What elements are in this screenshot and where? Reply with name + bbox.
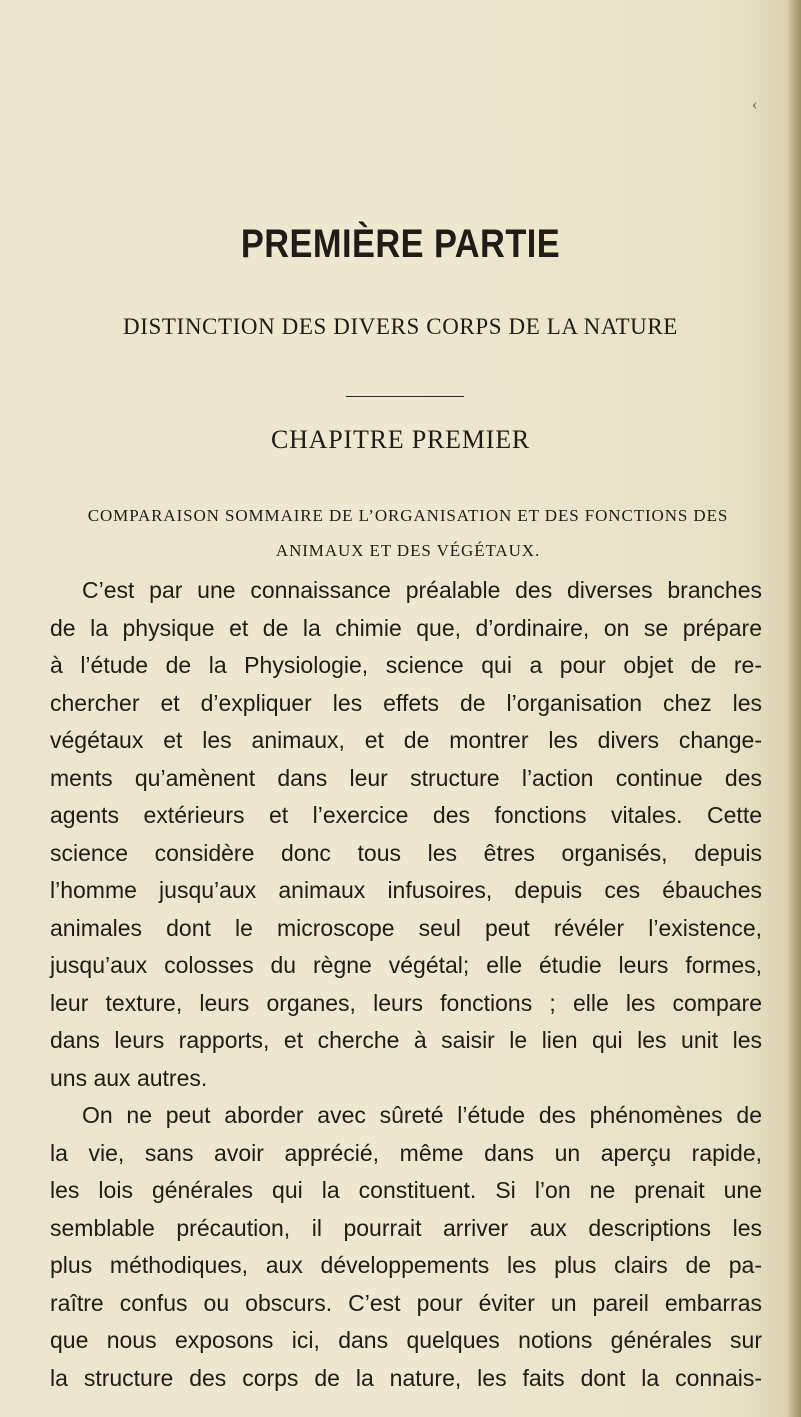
text-line: à l’étude de la Physiologie, science qui a pour objet de re- (50, 652, 762, 678)
text-line: leur texture, leurs organes, leurs fonctions ; elle les compare (50, 989, 762, 1016)
text-line: agents extérieurs et l’exercice des fonctions vitales. Cette (50, 802, 762, 828)
text-line: de la physique et de la chimie que, d’ordinaire, on se prépare (50, 614, 762, 641)
text-line: animales dont le microscope seul peut révéler l’existence, (50, 914, 762, 941)
text-line: plus méthodiques, aux développements les plus clairs de pa- (50, 1252, 762, 1278)
page-edge (787, 0, 801, 1417)
text-line: que nous exposons ici, dans quelques notions générales sur (50, 1327, 762, 1353)
text-line: semblable précaution, il pourrait arriver aux descriptions les (50, 1214, 762, 1241)
chapter-summary-line: ANIMAUX ET DES VÉGÉTAUX. (275, 541, 541, 560)
text-line: uns aux autres. (50, 1064, 208, 1091)
text-line: les lois générales qui la constituent. Si l’on ne prenait une (50, 1177, 762, 1203)
text-line: la vie, sans avoir apprécié, même dans un aperçu rapide, (50, 1139, 762, 1166)
corner-mark: ‹ (752, 96, 758, 113)
part-subtitle: DISTINCTION DES DIVERS CORPS DE LA NATURE (123, 314, 678, 339)
text-line: ments qu’amènent dans leur structure l’action continue des (50, 764, 762, 791)
text-line: jusqu’aux colosses du règne végétal; elle étudie leurs formes, (50, 952, 762, 978)
text-line: l’homme jusqu’aux animaux infusoires, depuis ces ébauches (50, 877, 762, 903)
text-line: la structure des corps de la nature, les faits dont la connais- (50, 1364, 762, 1391)
text-line: science considère donc tous les êtres organisés, depuis (50, 839, 762, 866)
chapter-summary (48, 498, 768, 568)
text-line: On ne peut aborder avec sûreté l’étude des phénomènes de (82, 1102, 762, 1128)
part-title: PREMIÈRE PARTIE (240, 222, 561, 266)
chapter-title: CHAPITRE PREMIER (270, 425, 531, 454)
text-line: raître confus ou obscurs. C’est pour éviter un pareil embarras (50, 1289, 762, 1316)
text-line: dans leurs rapports, et cherche à saisir le lien qui les unit les (50, 1027, 762, 1053)
chapter-summary-line: COMPARAISON SOMMAIRE DE L’ORGANISATION ET DES FONCTIONS DES (87, 506, 729, 525)
body-text (50, 572, 762, 1397)
text-line: végétaux et les animaux, et de montrer les divers change- (50, 727, 762, 753)
text-line: chercher et d’expliquer les effets de l’organisation chez les (50, 689, 762, 716)
text-line: C’est par une connaissance préalable des diverses branches (82, 577, 762, 603)
separator-rule (346, 396, 464, 397)
